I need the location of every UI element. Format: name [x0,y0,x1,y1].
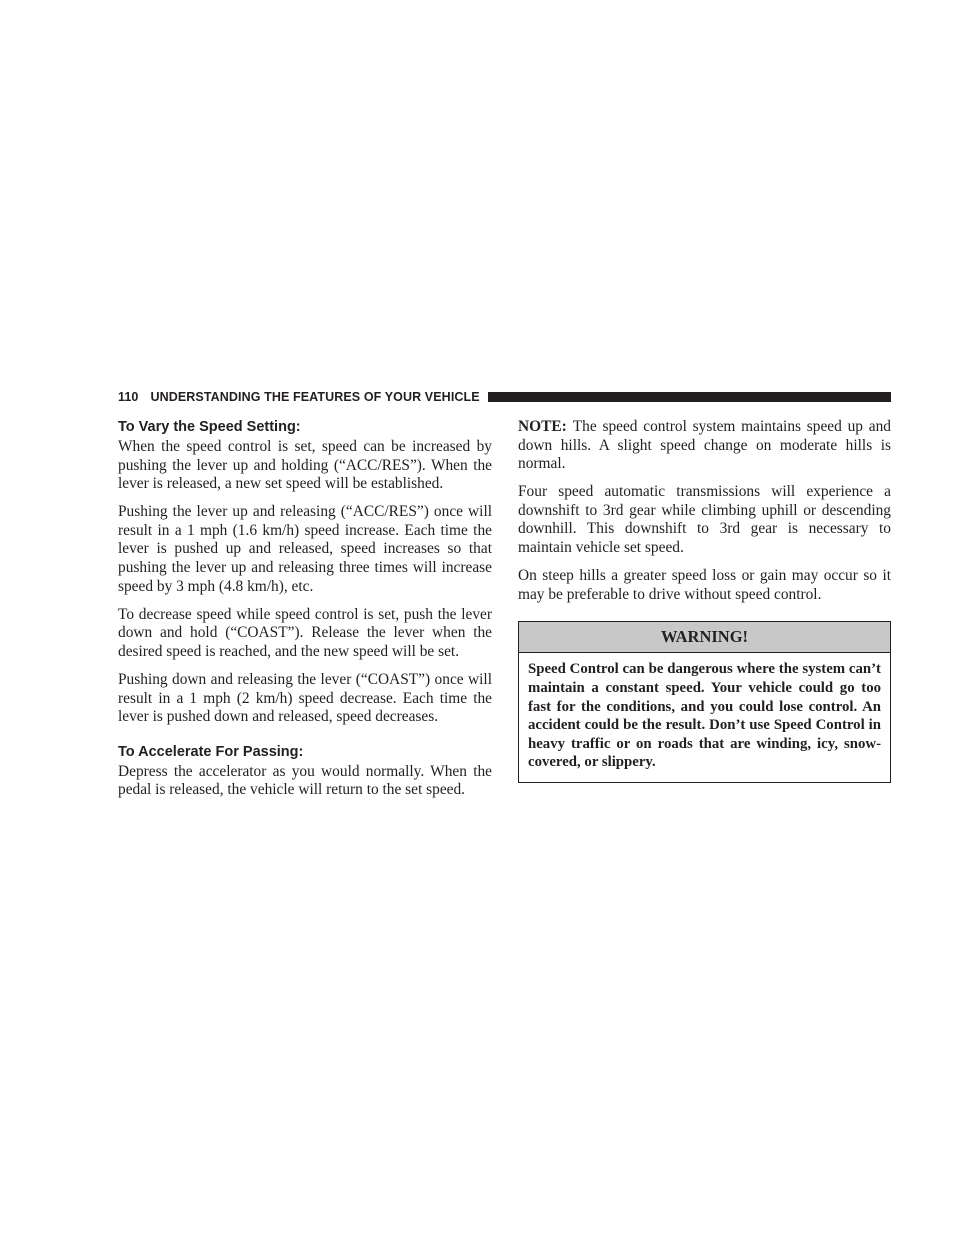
transmission-paragraph: Four speed automatic transmissions will experience a downshift to 3rd gear while climbing uphill or descending downhill. This downshift to 3rd gear is necessary to maintain vehicle set speed. [518,483,891,557]
vary-speed-paragraph-3: To decrease speed while speed control is set, push the lever down and hold (“COAST”). Release the lever when the desired speed is reached, and the new speed will be set. [118,605,492,660]
note-text: The speed control system maintains speed up and down hills. A slight speed change on moderate hills is normal. [518,418,891,473]
steep-hills-paragraph: On steep hills a greater speed loss or gain may occur so it may be preferable to drive without speed control. [518,567,891,603]
vary-speed-heading: To Vary the Speed Setting: [118,419,301,435]
section-title: UNDERSTANDING THE FEATURES OF YOUR VEHICLE [150,390,480,404]
vary-speed-paragraph-4: Pushing down and releasing the lever (“COAST”) once will result in a 1 mph (2 km/h) speed decrease. Each time the lever is pushed down and released, speed decreases. [118,671,492,726]
right-column [518,418,891,783]
vary-speed-paragraph-1: When the speed control is set, speed can be increased by pushing the lever up and holding (“ACC/RES”). When the lever is released, a new set speed will be established. [118,438,492,493]
page-header [118,389,891,405]
warning-body: Speed Control can be dangerous where the system can’t maintain a constant speed. Your vehicle could go too fast for the conditions, and you could lose control. An accident could be the result. Don’t use Speed Control in heavy traffic or on roads that are winding, icy, snow-covered, or slippery. [528,661,881,771]
left-column [118,418,492,810]
page-number: 110 [118,390,139,404]
warning-box [518,621,891,783]
warning-title: WARNING! [519,622,890,653]
passing-paragraph: Depress the accelerator as you would normally. When the pedal is released, the vehicle will return to the set speed. [118,762,492,799]
passing-heading: To Accelerate For Passing: [118,743,304,760]
note-label: NOTE: [518,418,567,435]
header-rule [488,392,891,402]
note-paragraph [518,418,891,474]
vary-speed-paragraph-2: Pushing the lever up and releasing (“ACC/RES”) once will result in a 1 mph (1.6 km/h) speed increase. Each time the lever is pushed up and released, speed increases so that pushing the lever up and releasing three times will increase speed by 3 mph (4.8 km/h), etc. [118,503,492,595]
